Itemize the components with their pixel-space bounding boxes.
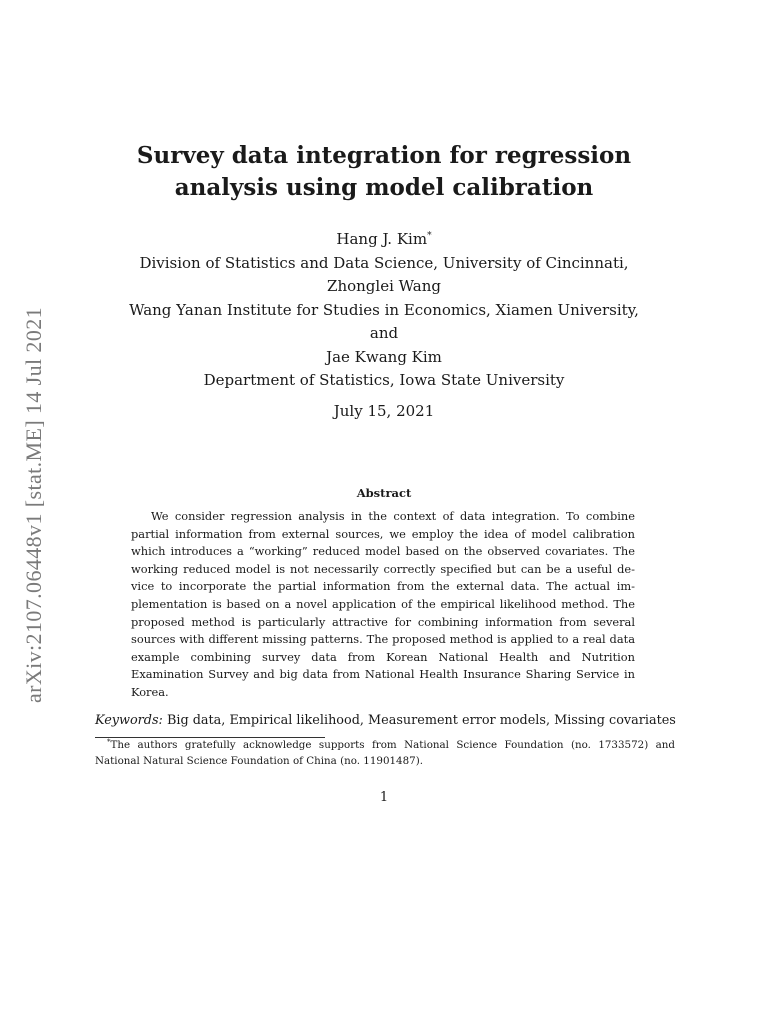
abstract-heading: Abstract xyxy=(356,486,412,500)
author-3-affiliation: Department of Statistics, Iowa State University xyxy=(203,371,565,389)
page-number: 1 xyxy=(379,790,389,805)
keywords-values: Big data, Empirical likelihood, Measurement error models, Missing covariates xyxy=(166,713,676,728)
author-conjunction: and xyxy=(369,324,399,342)
keywords-line xyxy=(95,713,685,728)
abstract-text: We consider regression analysis in the context of data integration. To combine partial information from external sources, we employ the idea of model calibration which introduces a “working” reduced model based on the observed covariates. The working reduced model is not necessarily correctly specified but can be a useful device to incorporate the partial information from the external data. The actual implementation is based on a novel application of the empirical likelihood method. The proposed method is particularly attractive for combining information from several sources with different missing patterns. The proposed method is applied to a real data example combining survey data from Korean National Health and Nutrition Examination Survey and big data from National Health Insurance Sharing Service in Korea. xyxy=(131,509,635,699)
title-line-2: analysis using model calibration xyxy=(174,174,594,201)
arxiv-identifier-stamp: arXiv:2107.06448v1 [stat.ME] 14 Jul 2021 xyxy=(21,306,46,704)
author-3-name: Jae Kwang Kim xyxy=(326,347,442,366)
author-1-affiliation: Division of Statistics and Data Science, University of Cincinnati, xyxy=(139,253,629,272)
author-1-footnote-mark: * xyxy=(427,231,432,241)
author-1 xyxy=(0,228,768,252)
paper-date: July 15, 2021 xyxy=(333,402,435,420)
keywords-label: Keywords: xyxy=(95,713,163,728)
title-line-1: Survey data integration for regression xyxy=(136,142,632,169)
author-2-name: Zhonglei Wang xyxy=(327,277,441,295)
footnote xyxy=(95,738,675,769)
author-block xyxy=(0,228,768,393)
author-1-name: Hang J. Kim xyxy=(336,230,428,248)
paper-title xyxy=(0,140,768,204)
author-2-affiliation: Wang Yanan Institute for Studies in Economics, Xiamen University, xyxy=(129,300,639,319)
footnote-mark: * xyxy=(107,738,111,746)
footnote-text: The authors gratefully acknowledge supports from National Science Foundation (no. 1733572) and National Natural Science Foundation of China (no. 11901487). xyxy=(95,739,675,767)
